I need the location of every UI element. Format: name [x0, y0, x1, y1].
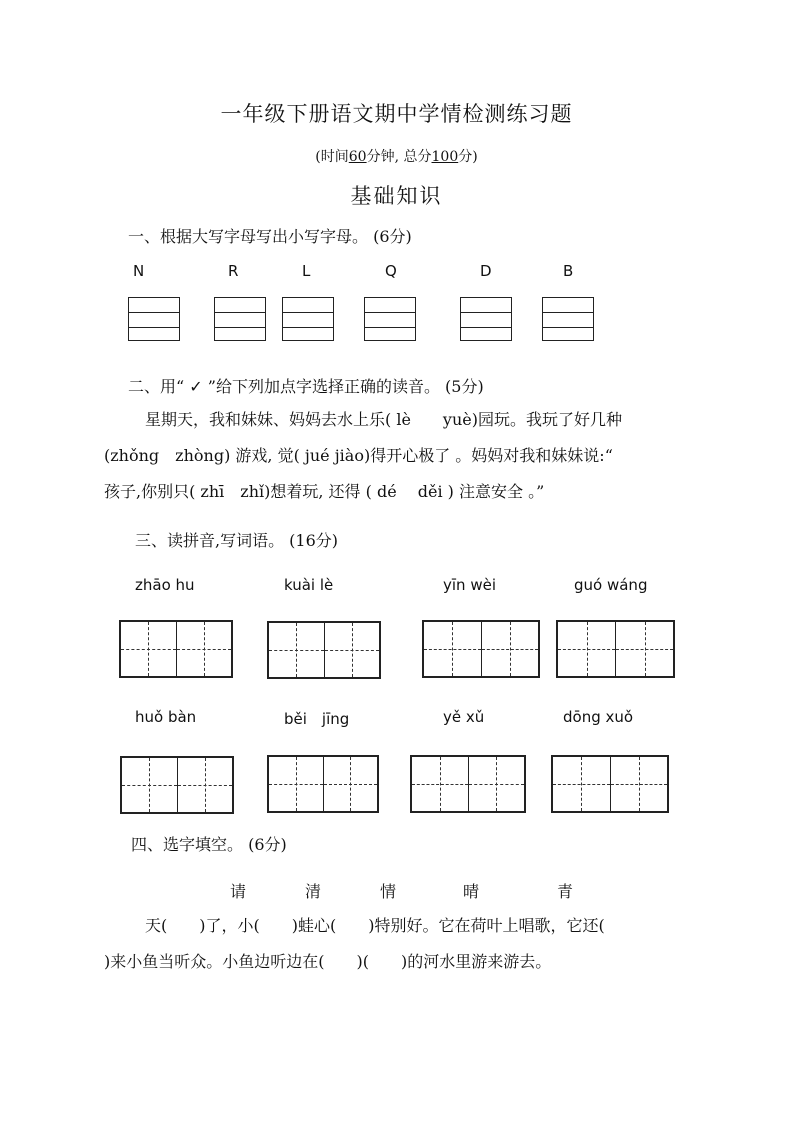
grid-cell[interactable] — [177, 622, 232, 676]
passage-line-3: 孩子,你别只( zhī zhǐ)想着玩, 还得 ( dé děi ) 注意安全 。” — [104, 482, 545, 501]
letter-d: D — [480, 262, 492, 280]
letter-r: R — [228, 262, 239, 280]
page-title: 一年级下册语文期中学情检测练习题 — [220, 102, 573, 126]
pinyin-label: zhāo hu — [135, 576, 195, 594]
four-line-box[interactable] — [214, 297, 266, 341]
four-line-box[interactable] — [282, 297, 334, 341]
choice-char: 晴 — [463, 882, 480, 901]
four-line-box[interactable] — [128, 297, 180, 341]
grid-cell[interactable] — [482, 622, 539, 676]
grid-cell[interactable] — [424, 622, 482, 676]
writing-grid[interactable] — [267, 755, 379, 813]
writing-grid[interactable] — [410, 755, 526, 813]
choice-char: 情 — [380, 882, 397, 901]
grid-cell[interactable] — [269, 757, 324, 811]
grid-cell[interactable] — [611, 757, 668, 811]
fill-line-2: )来小鱼当听众。小鱼边听边在( )( )的河水里游来游去。 — [104, 952, 552, 971]
time-prefix: (时间 — [315, 149, 349, 165]
grid-cell[interactable] — [178, 758, 233, 812]
pinyin-label: dōng xuǒ — [563, 708, 634, 726]
grid-cell[interactable] — [558, 622, 616, 676]
choice-char: 请 — [230, 882, 247, 901]
fill-line-1: 天( )了，小( )蛙心( )特别好。它在荷叶上唱歌，它还( — [145, 916, 605, 935]
grid-cell[interactable] — [269, 623, 325, 677]
q2-heading-a: 二、用“ — [128, 377, 185, 396]
writing-grid[interactable] — [120, 756, 234, 814]
grid-cell[interactable] — [324, 757, 378, 811]
question-4-heading: 四、选字填空。 (6分) — [131, 835, 287, 854]
letter-q: Q — [385, 262, 397, 280]
choice-char: 青 — [557, 882, 574, 901]
time-value: 60 — [348, 149, 367, 165]
writing-grid[interactable] — [119, 620, 233, 678]
question-1-heading: 一、根据大写字母写出小写字母。 (6分) — [128, 227, 412, 246]
grid-cell[interactable] — [553, 757, 611, 811]
letter-l: L — [302, 262, 311, 280]
pinyin-label: guó wáng — [574, 576, 648, 594]
letter-n: N — [133, 262, 145, 280]
writing-grid[interactable] — [556, 620, 675, 678]
time-suffix: 分) — [458, 149, 478, 165]
four-line-box[interactable] — [460, 297, 512, 341]
grid-cell[interactable] — [469, 757, 525, 811]
pinyin-label: huǒ bàn — [135, 708, 197, 726]
question-2-heading — [128, 374, 484, 397]
pinyin-label: yě xǔ — [443, 708, 485, 726]
letter-b: B — [563, 262, 574, 280]
passage-line-2: (zhǒng zhòng) 游戏, 觉( jué jiào)得开心极了 。妈妈对我和妹妹说:“ — [104, 446, 613, 465]
total-score: 100 — [431, 149, 459, 165]
check-icon: ✓ — [189, 377, 203, 396]
writing-grid[interactable] — [267, 621, 381, 679]
writing-grid[interactable] — [551, 755, 669, 813]
grid-cell[interactable] — [121, 622, 177, 676]
grid-cell[interactable] — [412, 757, 469, 811]
pinyin-label: kuài lè — [284, 576, 334, 594]
passage-line-1: 星期天，我和妹妹、妈妈去水上乐( lè yuè)园玩。我玩了好几种 — [145, 410, 622, 429]
time-info — [0, 146, 793, 166]
grid-cell[interactable] — [122, 758, 178, 812]
choice-char: 清 — [305, 882, 322, 901]
four-line-box[interactable] — [364, 297, 416, 341]
section-title: 基础知识 — [350, 184, 443, 208]
grid-cell[interactable] — [325, 623, 380, 677]
pinyin-label: yīn wèi — [443, 576, 496, 594]
q2-heading-b: ”给下列加点字选择正确的读音。 (5分) — [207, 377, 484, 396]
four-line-box[interactable] — [542, 297, 594, 341]
grid-cell[interactable] — [616, 622, 673, 676]
time-mid: 分钟, 总分 — [366, 149, 432, 165]
question-3-heading: 三、读拼音,写词语。 (16分) — [135, 531, 339, 550]
pinyin-label: běi jīng — [284, 710, 350, 728]
writing-grid[interactable] — [422, 620, 540, 678]
